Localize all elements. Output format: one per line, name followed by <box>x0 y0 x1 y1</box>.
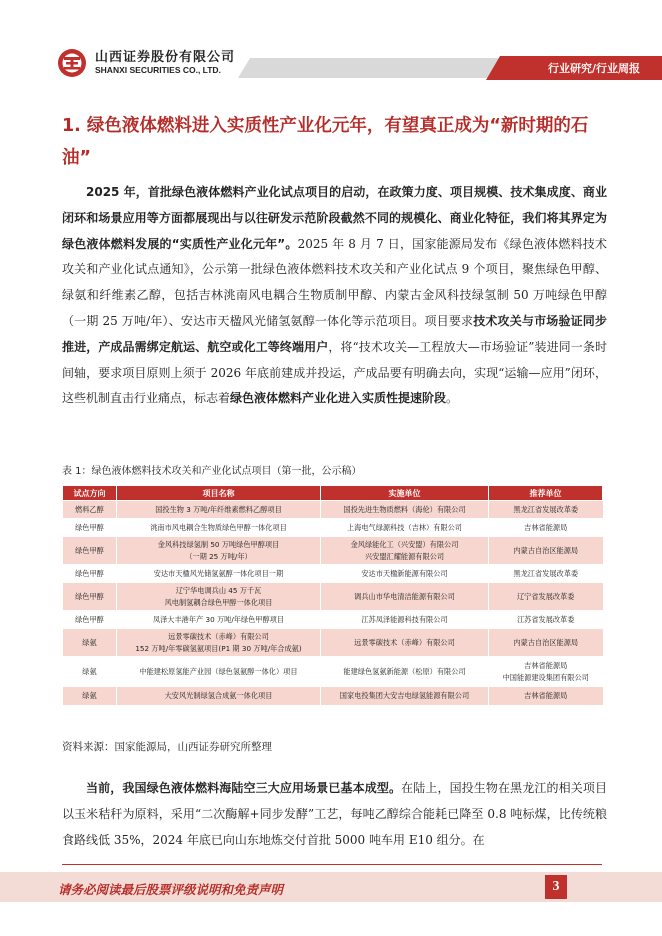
footer-divider <box>62 864 602 865</box>
cell-recommender <box>489 501 603 519</box>
header-project: 项目名称 <box>117 486 321 501</box>
cell-recommender <box>489 657 603 687</box>
cell-unit <box>321 501 489 519</box>
cell-recommender <box>489 519 603 537</box>
cell-project-line: 风电制氢耦合绿色甲醇一体化项目 <box>164 597 273 607</box>
cell-direction: 绿色甲醇 <box>63 565 117 583</box>
cell-unit-line: 金风绿能化工（兴安盟）有限公司 <box>350 539 459 549</box>
footer-disclaimer: 请务必阅读最后股票评级说明和免责声明 <box>58 882 284 897</box>
cell-unit-line: 国投先进生物质燃料（海伦）有限公司 <box>343 504 466 514</box>
cell-recommender-line: 吉林省能源局 <box>524 690 568 700</box>
intro-text-1: 2025 年 8 月 7 日，国家能源局发布《绿色液体燃料技术攻关和产业化试点通知》，公示第一批绿色液体燃料技术攻关和产业化试点 9 个项目，聚焦绿色甲醇、绿氨和纤维素乙醇，包括吉林洮南风电耦合生物质制甲醇、内蒙古金风科技绿氢制 50 万吨绿色甲醇（一期 25 万吨/年）、安达市天楹风光储氢氨醇一体化等示范项目。项目要求 <box>62 236 607 328</box>
cell-recommender <box>489 611 603 629</box>
report-category: 行业研究/行业周报 <box>547 62 640 75</box>
cell-recommender-line: 黑龙江省发展改革委 <box>513 568 579 578</box>
cell-project-line: 远景零碳技术（赤峰）有限公司 <box>168 631 269 641</box>
cell-unit-line: 兴安盟汇耀能源有限公司 <box>364 551 445 561</box>
intro-bold-2: 技术攻关与市场验证同步推进，产成品需绑定航运、航空或化工等终端用户 <box>62 313 607 354</box>
intro-bold-3: 绿色液体燃料产业化进入实质性提速阶段 <box>230 391 447 406</box>
cell-direction: 绿色甲醇 <box>63 537 117 565</box>
table-body <box>63 501 603 705</box>
cell-recommender-line: 辽宁省发展改革委 <box>516 591 575 601</box>
cell-project-line: 152 万吨/年零碳氢氨项目(P1 期 30 万吨/年合成氨) <box>135 643 302 653</box>
cell-unit-line: 远景零碳技术（赤峰）有限公司 <box>354 637 455 647</box>
header-recommender: 推荐单位 <box>489 486 603 501</box>
cell-direction: 燃料乙醇 <box>63 501 117 519</box>
pilot-projects-table <box>62 485 603 705</box>
cell-unit <box>321 629 489 657</box>
cell-recommender-line: 吉林省能源局 <box>524 660 568 670</box>
table-row <box>63 611 603 629</box>
table-row <box>63 687 603 705</box>
cell-unit-line: 上海电气绿源科技（吉林）有限公司 <box>346 522 462 532</box>
cell-recommender <box>489 687 603 705</box>
cell-project <box>117 519 321 537</box>
cell-direction: 绿氨 <box>63 687 117 705</box>
cell-direction: 绿色甲醇 <box>63 611 117 629</box>
cell-recommender-line: 吉林省能源局 <box>524 522 568 532</box>
cell-project-line: 凤泽大丰港年产 30 万吨/年绿色甲醇项目 <box>152 614 285 624</box>
page-number: 3 <box>545 875 567 899</box>
applications-bold: 当前，我国绿色液体燃料海陆空三大应用场景已基本成型。 <box>86 781 402 795</box>
cell-project <box>117 629 321 657</box>
header-unit: 实施单位 <box>321 486 489 501</box>
cell-project-line: 辽宁华电调兵山 45 万千瓦 <box>175 585 262 595</box>
cell-direction: 绿色甲醇 <box>63 519 117 537</box>
cell-unit-line: 安达市天楹新能源有限公司 <box>361 568 448 578</box>
cell-unit-line: 国家电投集团大安吉电绿氢能源有限公司 <box>339 690 470 700</box>
page-header <box>0 0 662 90</box>
intro-text-2: ，将“技术攻关—工程放大—市场验证”装进同一条时间轴，要求项目原则上须于 2026 年底前建成并投运，产成品要有明确去向，实现“运输—应用”闭环，这些机制直击行业痛点，标志着 <box>62 339 607 406</box>
cell-project <box>117 537 321 565</box>
cell-unit <box>321 657 489 687</box>
applications-text: 在陆上，国投生物在黑龙江的相关项目以玉米秸秆为原料，采用“二次酶解+同步发酵”工艺，每吨乙醇综合能耗已降至 0.8 吨标煤，比传统粮食路线低 35%，2024 年底已向山东地炼交付首批 5000 吨车用 E10 组分。在 <box>62 781 607 847</box>
cell-recommender-line: 内蒙古自治区能源局 <box>513 637 579 647</box>
cell-project-line: 金风科技绿氢制 50 万吨绿色甲醇项目 <box>157 539 280 549</box>
intro-end: 。 <box>446 391 459 406</box>
cell-unit-line: 调兵山市华电清洁能源有限公司 <box>354 591 455 601</box>
cell-unit <box>321 537 489 565</box>
cell-direction: 绿氨 <box>63 629 117 657</box>
cell-recommender <box>489 629 603 657</box>
cell-project <box>117 565 321 583</box>
cell-project-line: 中能建松原氢能产业园（绿色氢氨醇一体化）项目 <box>139 666 298 676</box>
table-row <box>63 657 603 687</box>
cell-unit <box>321 519 489 537</box>
cell-project <box>117 611 321 629</box>
table-row <box>63 583 603 611</box>
company-name-en: SHANXI SECURITIES CO., LTD. <box>95 65 221 75</box>
table-row <box>63 501 603 519</box>
table-caption: 表 1：绿色液体燃料技术攻关和产业化试点项目（第一批，公示稿） <box>62 466 362 477</box>
cell-unit <box>321 687 489 705</box>
cell-project <box>117 583 321 611</box>
cell-recommender <box>489 537 603 565</box>
table-row <box>63 537 603 565</box>
table-row <box>63 565 603 583</box>
cell-direction: 绿氨 <box>63 657 117 687</box>
table-row <box>63 629 603 657</box>
cell-unit-line: 能建绿色氢氨新能源（松原）有限公司 <box>343 666 466 676</box>
cell-project-line: 洮南市风电耦合生物质绿色甲醇一体化项目 <box>150 522 287 532</box>
table-header-row <box>63 486 603 501</box>
cell-direction: 绿色甲醇 <box>63 583 117 611</box>
cell-unit-line: 江苏凤泽能源科技有限公司 <box>361 614 448 624</box>
table-source: 资料来源：国家能源局，山西证券研究所整理 <box>62 741 272 753</box>
cell-project-line: 大安风光制绿氢合成氨一体化项目 <box>164 690 273 700</box>
cell-unit <box>321 611 489 629</box>
intro-bold-1: 2025 年，首批绿色液体燃料产业化试点项目的启动，在政策力度、项目规模、技术集成度、商业闭环和场景应用等方面都展现出与以往研发示范阶段截然不同的规模化、商业化特征，我们将其界定为绿色液体燃料发展的“实质性产业化元年”。 <box>62 185 607 251</box>
cell-project-line: 安达市天楹风光储氢氨醇一体化项目一期 <box>153 568 284 578</box>
cell-recommender <box>489 565 603 583</box>
section-title: 1. 绿色液体燃料进入实质性产业化元年，有望真正成为“新时期的石油” <box>62 116 589 168</box>
cell-project <box>117 501 321 519</box>
header-direction: 试点方向 <box>63 486 117 501</box>
paragraph-intro <box>62 180 607 412</box>
cell-unit <box>321 583 489 611</box>
cell-project-line: 国投生物 3 万吨/年纤维素燃料乙醇项目 <box>155 504 282 514</box>
cell-recommender-line: 中国能源建设集团有限公司 <box>502 672 589 682</box>
cell-project <box>117 657 321 687</box>
cell-recommender-line: 黑龙江省发展改革委 <box>513 504 579 514</box>
cell-project-line: （一期 25 万吨/年） <box>185 551 252 561</box>
cell-project <box>117 687 321 705</box>
table-row <box>63 519 603 537</box>
cell-unit <box>321 565 489 583</box>
cell-recommender-line: 内蒙古自治区能源局 <box>513 545 579 555</box>
company-name-cn: 山西证券股份有限公司 <box>95 50 236 65</box>
cell-recommender-line: 江苏省发展改革委 <box>516 614 575 624</box>
cell-recommender <box>489 583 603 611</box>
paragraph-applications <box>62 776 607 853</box>
